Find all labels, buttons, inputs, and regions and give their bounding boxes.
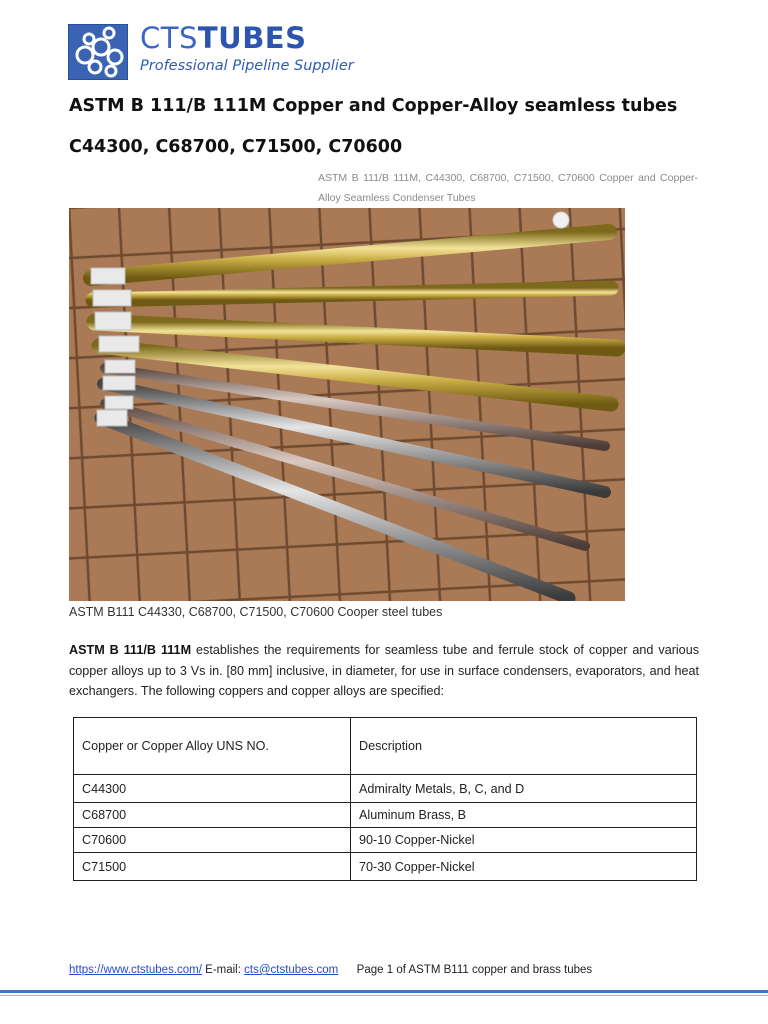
page-suffix: of ASTM B111 copper and brass tubes [396,964,593,976]
table-row [74,828,697,853]
page-number: 1 [386,964,394,976]
footer-rule [0,990,768,993]
image-caption-top: ASTM B 111/B 111M, C44300, C68700, C71500, C70600 Copper and Copper-Alloy Seamless Condenser Tubes [318,172,698,204]
email-label: E-mail: [205,964,241,976]
table-cell: Aluminum Brass, B [351,803,697,828]
table-cell: Admiralty Metals, B, C, and D [351,775,697,803]
table-row [74,775,697,803]
table-header-row [74,718,697,775]
paragraph-text: establishes the requirements for seamless tube and ferrule stock of copper and various copper alloys up to 3 Vs in. [80 mm] inclusive, in diameter, for use in surface condensers, evaporators, and heat exchangers. The following coppers and copper alloys are specified: [69,643,699,698]
intro-paragraph [69,640,699,702]
brand-tagline: Professional Pipeline Supplier [140,58,354,74]
brand-name [140,21,354,55]
tubes-logo-icon [68,24,128,80]
brand-cts: CTS [140,21,198,55]
company-logo [68,21,354,80]
paragraph-lead: ASTM B 111/B 111M [69,643,192,657]
table-cell: C44300 [74,775,351,803]
tubes-photo [69,208,625,601]
page-title: ASTM B 111/B 111M Copper and Copper-Alloy seamless tubes [69,96,678,116]
table-header-cell: Copper or Copper Alloy UNS NO. [74,718,351,775]
alloy-table [73,717,697,881]
logo-text [140,21,354,74]
table-row [74,853,697,881]
website-link[interactable]: https://www.ctstubes.com/ [69,964,202,976]
table-cell: 90-10 Copper-Nickel [351,828,697,853]
page-label: Page [356,964,384,976]
table-row [74,803,697,828]
page-footer [69,964,592,976]
table-cell: 70-30 Copper-Nickel [351,853,697,881]
table-cell: C70600 [74,828,351,853]
brand-tubes: TUBES [197,21,307,55]
photo-caption: ASTM B111 C44330, C68700, C71500, C70600 Cooper steel tubes [69,605,443,619]
email-link[interactable]: cts@ctstubes.com [244,964,339,976]
table-cell: C68700 [74,803,351,828]
footer-rule-thin [0,995,768,996]
table-header-cell: Description [351,718,697,775]
page-subtitle: C44300, C68700, C71500, C70600 [69,137,403,157]
table-cell: C71500 [74,853,351,881]
